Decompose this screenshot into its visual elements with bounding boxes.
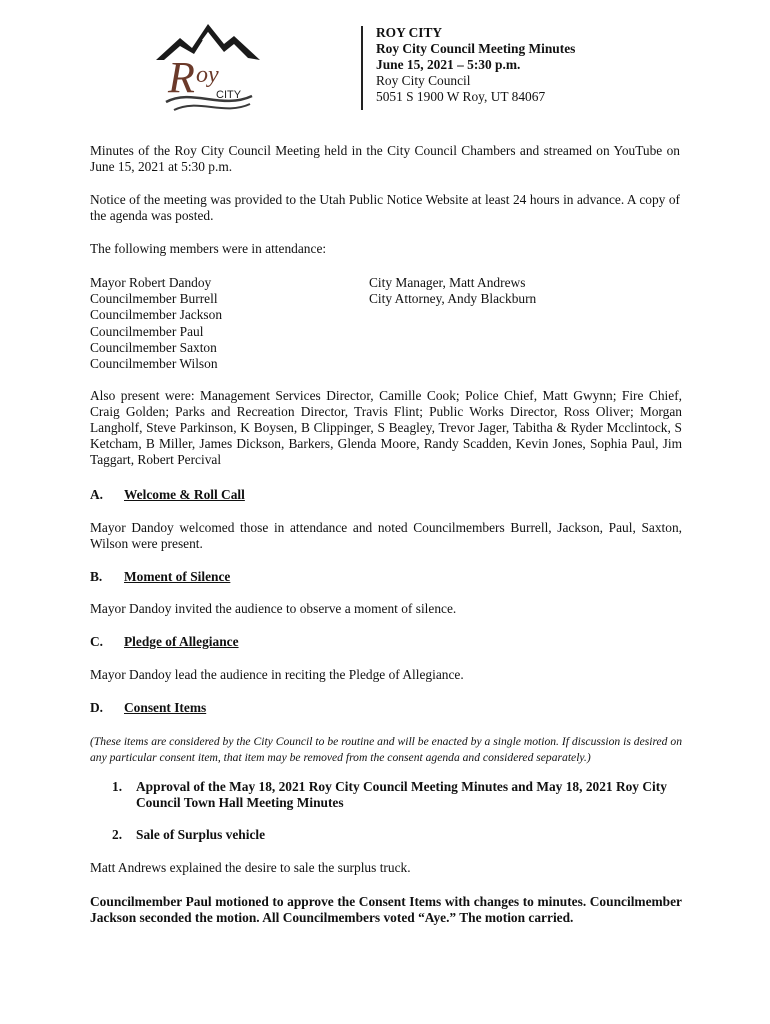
roy-city-logo-graphic <box>152 18 264 116</box>
consent-item-2: 2. Sale of Surplus vehicle <box>112 827 266 842</box>
council-address: 5051 S 1900 W Roy, UT 84067 <box>376 89 546 104</box>
surplus-note: Matt Andrews explained the desire to sale the surplus truck. <box>90 860 411 875</box>
section-d-heading: D. Consent Items <box>90 700 207 715</box>
consent-note: (These items are considered by the City Council to be routine and will be enacted by a single motion. If discussion is desired on any particular consent item, that item may be removed from the consent agenda and considered separately.) <box>90 735 682 764</box>
attendee: City Manager, Matt Andrews <box>369 275 526 290</box>
section-b-heading: B. Moment of Silence <box>90 569 231 584</box>
section-a-heading: A. Welcome & Roll Call <box>90 487 245 502</box>
attendee: Councilmember Saxton <box>90 339 217 355</box>
attendance-intro: The following members were in attendance: <box>90 241 327 256</box>
section-b-text: Mayor Dandoy invited the audience to observe a moment of silence. <box>90 601 457 616</box>
notice-paragraph: Notice of the meeting was provided to the Utah Public Notice Website at least 24 hours in advance. A copy of the agenda was posted. <box>90 192 680 223</box>
attendance-members <box>90 275 222 372</box>
attendee: Councilmember Wilson <box>90 356 218 372</box>
document-title: Roy City Council Meeting Minutes <box>376 41 576 56</box>
section-c-text: Mayor Dandoy lead the audience in reciting the Pledge of Allegiance. <box>90 667 464 682</box>
motion-paragraph: Councilmember Paul motioned to approve the Consent Items with changes to minutes. Councilmember Jackson seconded the motion. All Councilmembers voted “Aye.” The motion carried. <box>90 894 682 925</box>
attendance-staff <box>369 275 536 307</box>
meeting-date: June 15, 2021 – 5:30 p.m. <box>376 57 521 72</box>
intro-paragraph: Minutes of the Roy City Council Meeting held in the City Council Chambers and streamed on YouTube on June 15, 2021 at 5:30 p.m. <box>90 143 680 174</box>
attendee: Councilmember Burrell <box>90 291 218 307</box>
council-name: Roy City Council <box>376 73 471 88</box>
roy-city-logo <box>152 18 264 116</box>
section-a-text: Mayor Dandoy welcomed those in attendance and noted Councilmembers Burrell, Jackson, Paul, Saxton, Wilson were present. <box>90 520 682 551</box>
consent-item-1: 1. Approval of the May 18, 2021 Roy City Council Meeting Minutes and May 18, 2021 Roy City Council Town Hall Meeting Minutes <box>112 779 667 810</box>
attendee: Councilmember Paul <box>90 323 204 339</box>
document-header <box>376 25 706 105</box>
svg-text:CITY: CITY <box>216 89 242 101</box>
attendee: Councilmember Jackson <box>90 307 223 323</box>
city-name: ROY CITY <box>376 25 443 40</box>
header-divider <box>361 26 363 110</box>
attendee: Mayor Robert Dandoy <box>90 275 212 290</box>
attendee: City Attorney, Andy Blackburn <box>369 291 537 307</box>
svg-text:oy: oy <box>196 62 219 88</box>
section-c-heading: C. Pledge of Allegiance <box>90 634 239 649</box>
svg-text:R: R <box>168 53 195 102</box>
also-present-paragraph: Also present were: Management Services Director, Camille Cook; Police Chief, Matt Gwynn; Fire Chief, Craig Golden; Parks and Recreation Director, Travis Flint; Public Works Director, Ross Oliver; Morgan Langholf, Steve Parkinson, K Boysen, B Clippinger, S Beagley, Trevor Jager, Tabitha & Ryder Mcclintock, S Ketcham, B Miller, James Dickson, Barkers, Glenda Moore, Randy Scadden, Kevin Jones, Sophia Paul, Jim Taggart, Robert Percival <box>90 388 682 467</box>
